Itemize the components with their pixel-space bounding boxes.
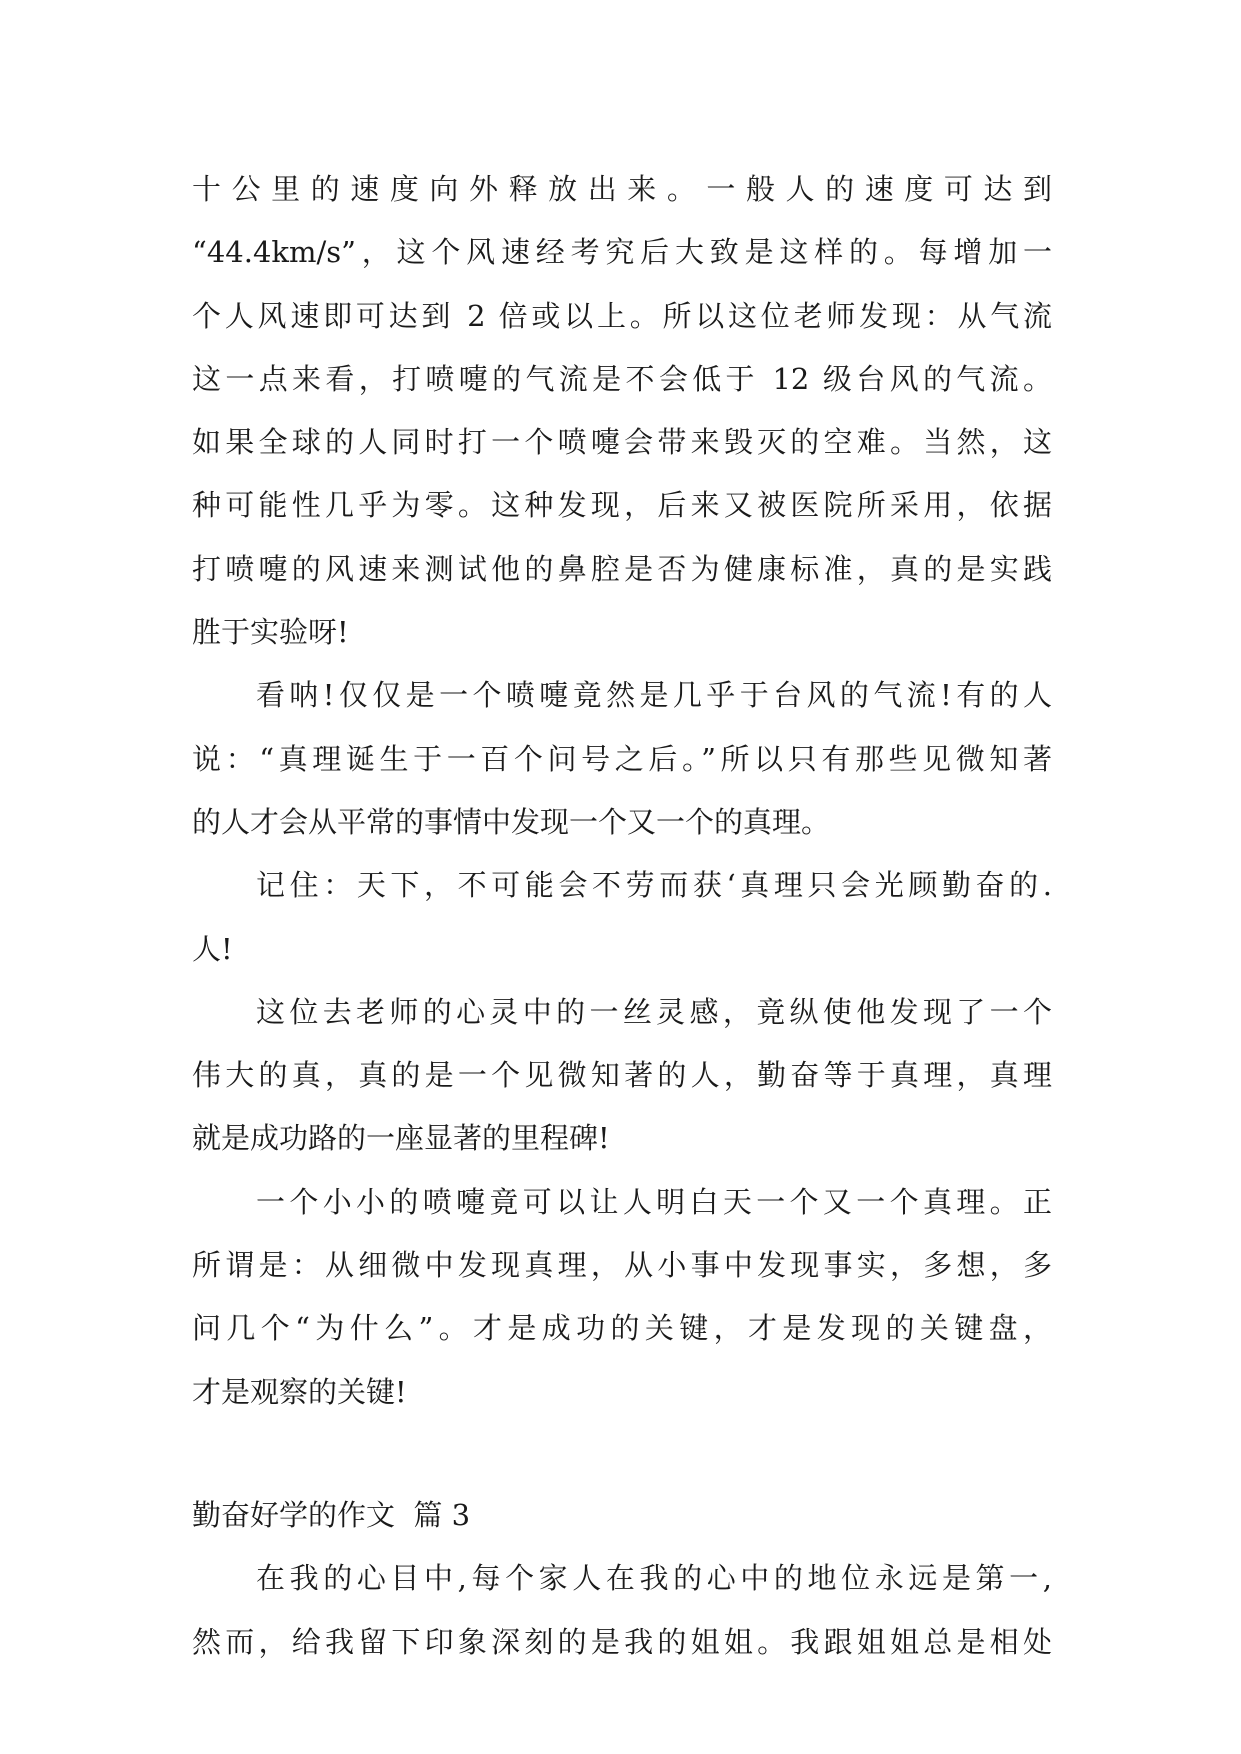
paragraph — [192, 1171, 1052, 1424]
document-body — [192, 158, 1052, 1674]
section-spacer — [192, 1424, 1052, 1484]
text-line: 伟大的真，真的是一个见微知著的人，勤奋等于真理，真理 — [192, 1058, 1052, 1093]
text-line: 这位去老师的心灵中的一丝灵感，竟纵使他发现了一个 — [256, 994, 1052, 1029]
text-line: 个人风速即可达到 2 倍或以上。所以这位老师发现：从气流 — [192, 298, 1052, 333]
text-line: 记住：天下，不可能会不劳而获‘真理只会光顾勤奋的. — [256, 868, 1052, 903]
text-line: 打喷嚏的风速来测试他的鼻腔是否为健康标准，真的是实践 — [192, 551, 1052, 586]
text-line: 十公里的速度向外释放出来。一般人的速度可达到 — [192, 172, 1052, 206]
text-line: 的人才会从平常的事情中发现一个又一个的真理。 — [192, 804, 831, 839]
paragraph — [192, 664, 1052, 854]
text-line: 种可能性几乎为零。这种发现，后来又被医院所采用，依据 — [192, 488, 1052, 523]
paragraph — [192, 158, 1052, 664]
text-line: “44.4km/s”，这个风速经考究后大致是这样的。每增加一 — [192, 235, 1052, 270]
text-line: 就是成功路的一座显著的里程碑! — [192, 1121, 610, 1156]
text-line: 所谓是：从细微中发现真理，从小事中发现事实，多想，多 — [192, 1248, 1052, 1283]
paragraph — [192, 854, 1052, 981]
text-line: 如果全球的人同时打一个喷嚏会带来毁灭的空难。当然，这 — [192, 425, 1052, 460]
section-heading: 勤奋好学的作文 篇 3 — [192, 1497, 471, 1532]
paragraph — [192, 981, 1052, 1171]
text-line: 才是观察的关键! — [192, 1374, 407, 1409]
text-line: 然而，给我留下印象深刻的是我的姐姐。我跟姐姐总是相处 — [192, 1624, 1052, 1659]
text-line: 一个小小的喷嚏竟可以让人明白天一个又一个真理。正 — [256, 1184, 1052, 1219]
text-line: 在我的心目中,每个家人在我的心中的地位永远是第一, — [256, 1561, 1052, 1596]
text-line: 人! — [192, 931, 233, 966]
text-line: 说：“真理诞生于一百个问号之后。”所以只有那些见微知著 — [192, 741, 1052, 776]
text-line: 问几个“为什么”。才是成功的关键，才是发现的关键盘， — [192, 1311, 1052, 1346]
paragraph — [192, 1547, 1052, 1674]
text-line: 胜于实验呀! — [192, 615, 349, 650]
text-line: 看呐!仅仅是一个喷嚏竟然是几乎于台风的气流!有的人 — [256, 678, 1052, 713]
text-line: 这一点来看，打喷嚏的气流是不会低于 12 级台风的气流。 — [192, 361, 1052, 396]
